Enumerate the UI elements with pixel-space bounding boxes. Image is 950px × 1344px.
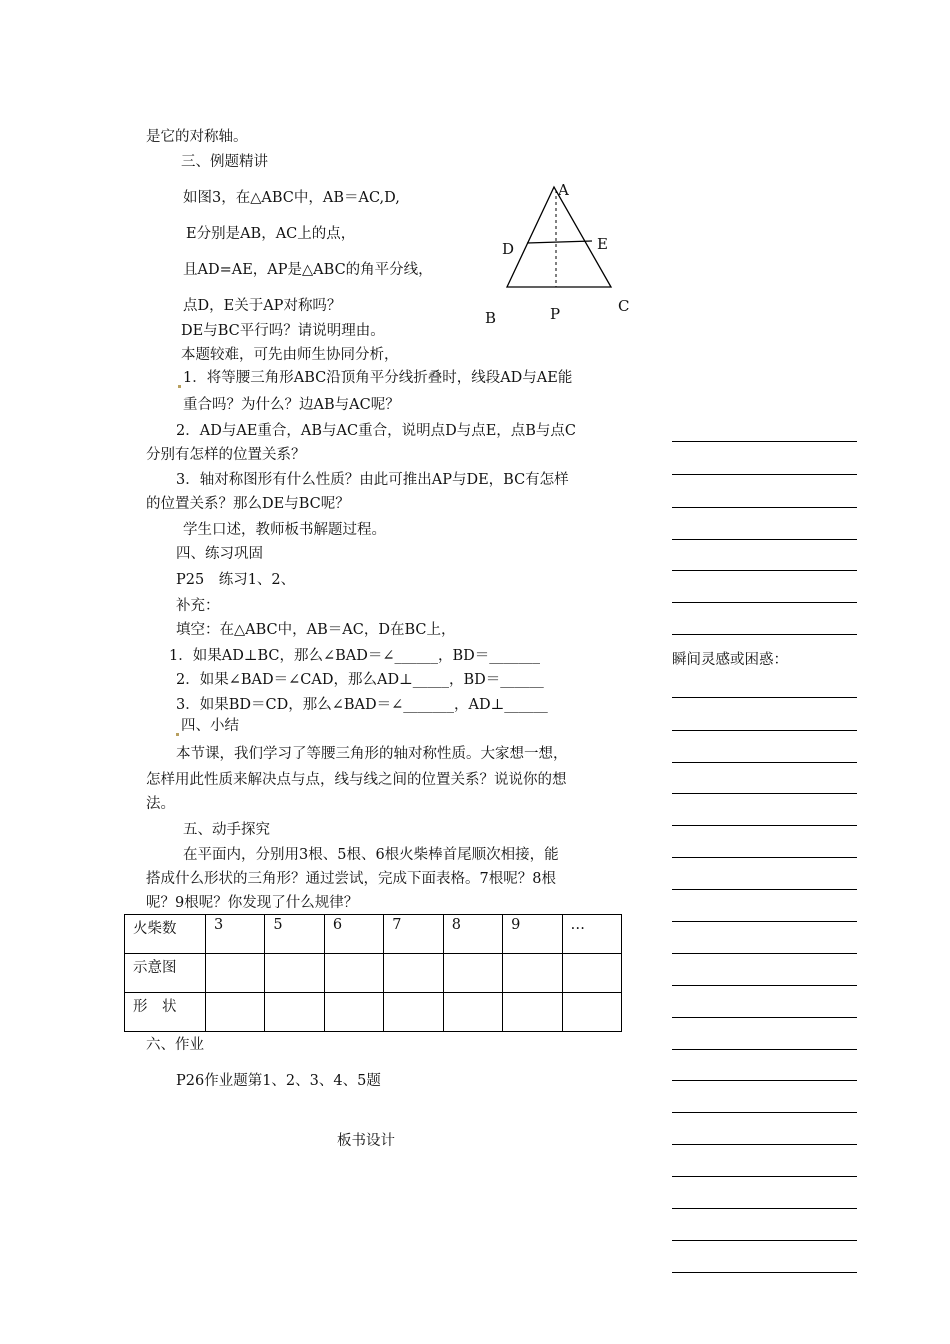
- text-line: P26作业题第1、2、3、4、5题: [176, 1073, 381, 1089]
- triangle-abc: [507, 187, 611, 287]
- note-line: [672, 697, 857, 698]
- table-cell: [562, 954, 621, 993]
- label-b: B: [485, 309, 497, 327]
- note-line: [672, 634, 857, 635]
- text-line: 2．AD与AE重合，AB与AC重合，说明点D与点E，点B与点C: [176, 423, 577, 439]
- table-cell: 6: [324, 915, 383, 954]
- table-cell: [324, 954, 383, 993]
- text-line: 点D，E关于AP对称吗？: [183, 298, 342, 314]
- section-heading: 六、作业: [146, 1037, 204, 1053]
- note-line: [672, 474, 857, 475]
- note-line: [672, 1017, 857, 1018]
- table-cell: [265, 954, 324, 993]
- label-c: C: [618, 297, 630, 315]
- text-line: 3．轴对称图形有什么性质？由此可推出AP与DE，BC有怎样: [176, 472, 569, 488]
- table-row: [125, 993, 622, 1032]
- text-line: 学生口述，教师板书解题过程。: [183, 522, 386, 538]
- text-line: 本题较难，可先由师生协同分析，: [181, 347, 399, 363]
- inspiration-label: 瞬间灵感或困惑：: [672, 652, 788, 668]
- note-line: [672, 1144, 857, 1145]
- text-line: 如图3，在△ABC中，AB＝AC,D,: [183, 190, 400, 206]
- note-line: [672, 1208, 857, 1209]
- segment-de: [527, 241, 592, 243]
- text-line: 1．如果AD⊥BC，那么∠BAD＝∠______，BD＝_______: [169, 648, 541, 664]
- table-cell: [265, 993, 324, 1032]
- table-cell: 9: [503, 915, 562, 954]
- table-cell: …: [562, 915, 621, 954]
- table-cell: 5: [265, 915, 324, 954]
- note-line: [672, 539, 857, 540]
- table-row: [125, 915, 622, 954]
- triangle-figure: [480, 178, 660, 328]
- note-line: [672, 570, 857, 571]
- note-line: [672, 1112, 857, 1113]
- text-line: 补充：: [176, 598, 220, 614]
- note-line: [672, 441, 857, 442]
- note-line: [672, 985, 857, 986]
- text-line: 怎样用此性质来解决点与点，线与线之间的位置关系？说说你的想: [146, 772, 567, 788]
- text-line: 填空：在△ABC中，AB＝AC，D在BC上，: [176, 622, 456, 638]
- matchstick-table: [124, 914, 622, 1032]
- text-line: 搭成什么形状的三角形？通过尝试，完成下面表格。7根呢？8根: [146, 871, 556, 887]
- note-line: [672, 602, 857, 603]
- note-line: [672, 1240, 857, 1241]
- text-line: 在平面内，分别用3根、5根、6根火柴棒首尾顺次相接，能: [183, 847, 559, 863]
- table-cell: 火柴数: [125, 915, 206, 954]
- table-cell: [206, 993, 265, 1032]
- text-line: 2．如果∠BAD＝∠CAD，那么AD⊥_____，BD＝______: [176, 672, 544, 688]
- label-a: A: [558, 181, 569, 199]
- note-line: [672, 507, 857, 508]
- table-cell: 7: [384, 915, 443, 954]
- note-line: [672, 793, 857, 794]
- note-line: [672, 730, 857, 731]
- note-line: [672, 1049, 857, 1050]
- table-cell: [503, 993, 562, 1032]
- text-line: 是它的对称轴。: [146, 129, 248, 145]
- section-heading: 四、练习巩固: [176, 546, 263, 562]
- text-line: 3．如果BD＝CD，那么∠BAD＝∠_______，AD⊥______: [176, 697, 548, 713]
- text-line: 本节课，我们学习了等腰三角形的轴对称性质。大家想一想，: [176, 746, 568, 762]
- text-line: 且AD=AE，AP是△ABC的角平分线，: [183, 262, 433, 278]
- table-cell: [384, 954, 443, 993]
- note-line: [672, 762, 857, 763]
- table-cell: [206, 954, 265, 993]
- note-line: [672, 857, 857, 858]
- note-line: [672, 1176, 857, 1177]
- text-line: 重合吗？为什么？边AB与AC呢？: [183, 397, 400, 413]
- text-line: 分别有怎样的位置关系？: [146, 447, 306, 463]
- text-line: E分别是AB，AC上的点，: [186, 226, 356, 242]
- note-line: [672, 889, 857, 890]
- section-heading: 三、例题精讲: [181, 154, 268, 170]
- table-row: [125, 954, 622, 993]
- text-line: 1．将等腰三角形ABC沿顶角平分线折叠时，线段AD与AE能: [178, 368, 572, 388]
- text-line: 呢？9根呢？你发现了什么规律？: [146, 895, 359, 911]
- table-cell: [503, 954, 562, 993]
- table-cell: [443, 954, 502, 993]
- note-line: [672, 1080, 857, 1081]
- label-d: D: [502, 240, 515, 258]
- table-cell: [443, 993, 502, 1032]
- table-cell: [384, 993, 443, 1032]
- table-cell: [324, 993, 383, 1032]
- text-line: P25 练习1、2、: [176, 572, 296, 588]
- label-e: E: [597, 235, 608, 253]
- board-design-title: 板书设计: [337, 1133, 395, 1149]
- table-cell: 示意图: [125, 954, 206, 993]
- section-heading: 四、小结: [176, 716, 239, 736]
- table-cell: 8: [443, 915, 502, 954]
- section-heading: 五、动手探究: [183, 822, 270, 838]
- note-line: [672, 1272, 857, 1273]
- table-cell: 形 状: [125, 993, 206, 1032]
- text-line: DE与BC平行吗？请说明理由。: [181, 323, 385, 339]
- label-p: P: [550, 305, 561, 323]
- text-line: 法。: [146, 796, 175, 812]
- note-line: [672, 825, 857, 826]
- table-cell: 3: [206, 915, 265, 954]
- note-line: [672, 921, 857, 922]
- note-line: [672, 953, 857, 954]
- table-cell: [562, 993, 621, 1032]
- text-line: 的位置关系？那么DE与BC呢？: [146, 496, 350, 512]
